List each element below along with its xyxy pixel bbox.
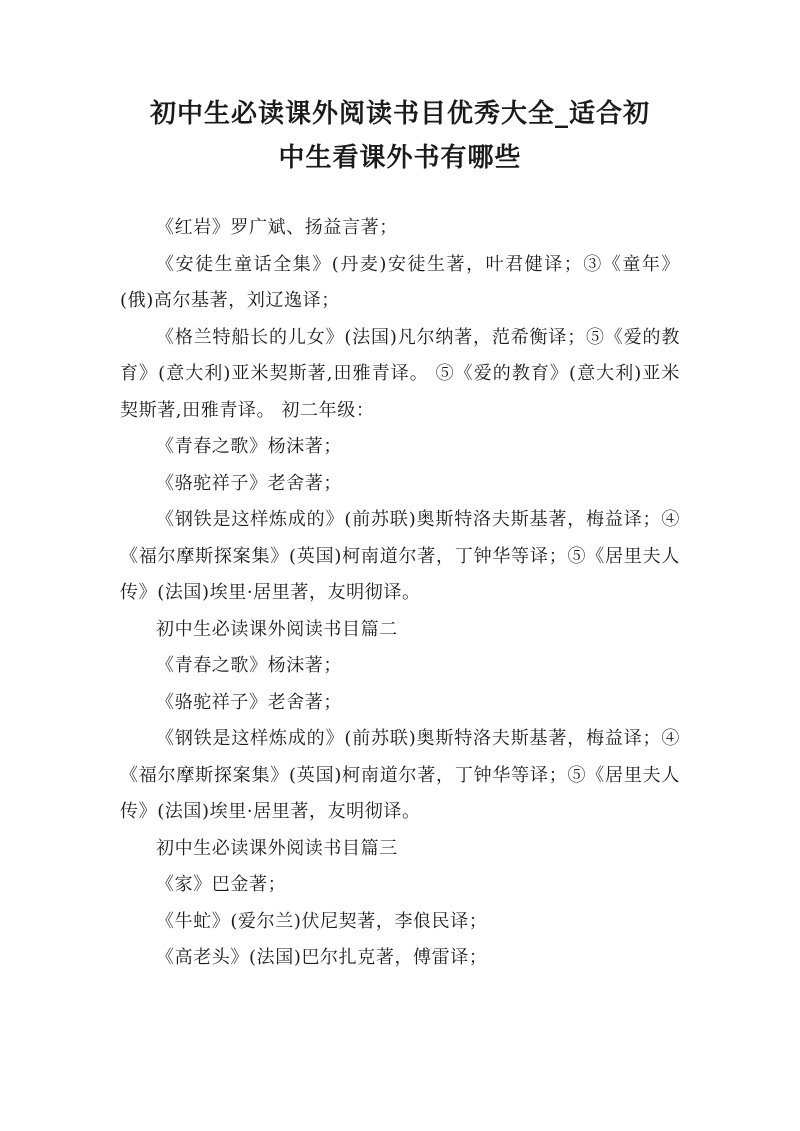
paragraph: 《青春之歌》杨沫著； bbox=[156, 655, 342, 676]
document-title bbox=[120, 92, 680, 180]
paragraph: 《家》巴金著； bbox=[156, 874, 287, 895]
paragraph: 《骆驼祥子》老舍著； bbox=[156, 472, 342, 494]
title-line-1: 初中生必读课外阅读书目优秀大全_适合初 bbox=[149, 99, 650, 129]
section-heading: 初中生必读课外阅读书目篇二 bbox=[156, 618, 398, 640]
paragraph: 《牛虻》(爱尔兰)伏尼契著，李俍民译； bbox=[156, 910, 488, 932]
paragraph: 《高老头》(法国)巴尔扎克著，傅雷译； bbox=[156, 947, 488, 968]
paragraph: 《钢铁是这样炼成的》(前苏联)奥斯特洛夫斯基著，梅益译；④《福尔摩斯探案集》(英国)柯南道尔著，丁钟华等译；⑤《居里夫人传》(法国)埃里·居里著，友明彻译。 bbox=[120, 728, 680, 822]
section-heading: 初中生必读课外阅读书目篇三 bbox=[156, 837, 398, 859]
paragraph: 《格兰特船长的儿女》(法国)凡尔纳著，范希衡译；⑤《爱的教育》(意大利)亚米契斯著,田雅青译。 ⑤《爱的教育》(意大利)亚米契斯著,田雅青译。 初二年级： bbox=[120, 326, 680, 421]
title-line-2: 中生看课外书有哪些 bbox=[278, 143, 522, 173]
paragraph: 《骆驼祥子》老舍著； bbox=[156, 691, 342, 713]
paragraph: 《青春之歌》杨沫著； bbox=[156, 436, 342, 457]
paragraph: 《安徒生童话全集》(丹麦)安徒生著，叶君健译；③《童年》(俄)高尔基著，刘辽逸译； bbox=[120, 253, 680, 311]
paragraph: 《红岩》罗广斌、扬益言著； bbox=[156, 217, 398, 238]
document-body bbox=[120, 210, 680, 977]
paragraph: 《钢铁是这样炼成的》(前苏联)奥斯特洛夫斯基著，梅益译；④《福尔摩斯探案集》(英国)柯南道尔著，丁钟华等译；⑤《居里夫人传》(法国)埃里·居里著，友明彻译。 bbox=[120, 509, 680, 603]
